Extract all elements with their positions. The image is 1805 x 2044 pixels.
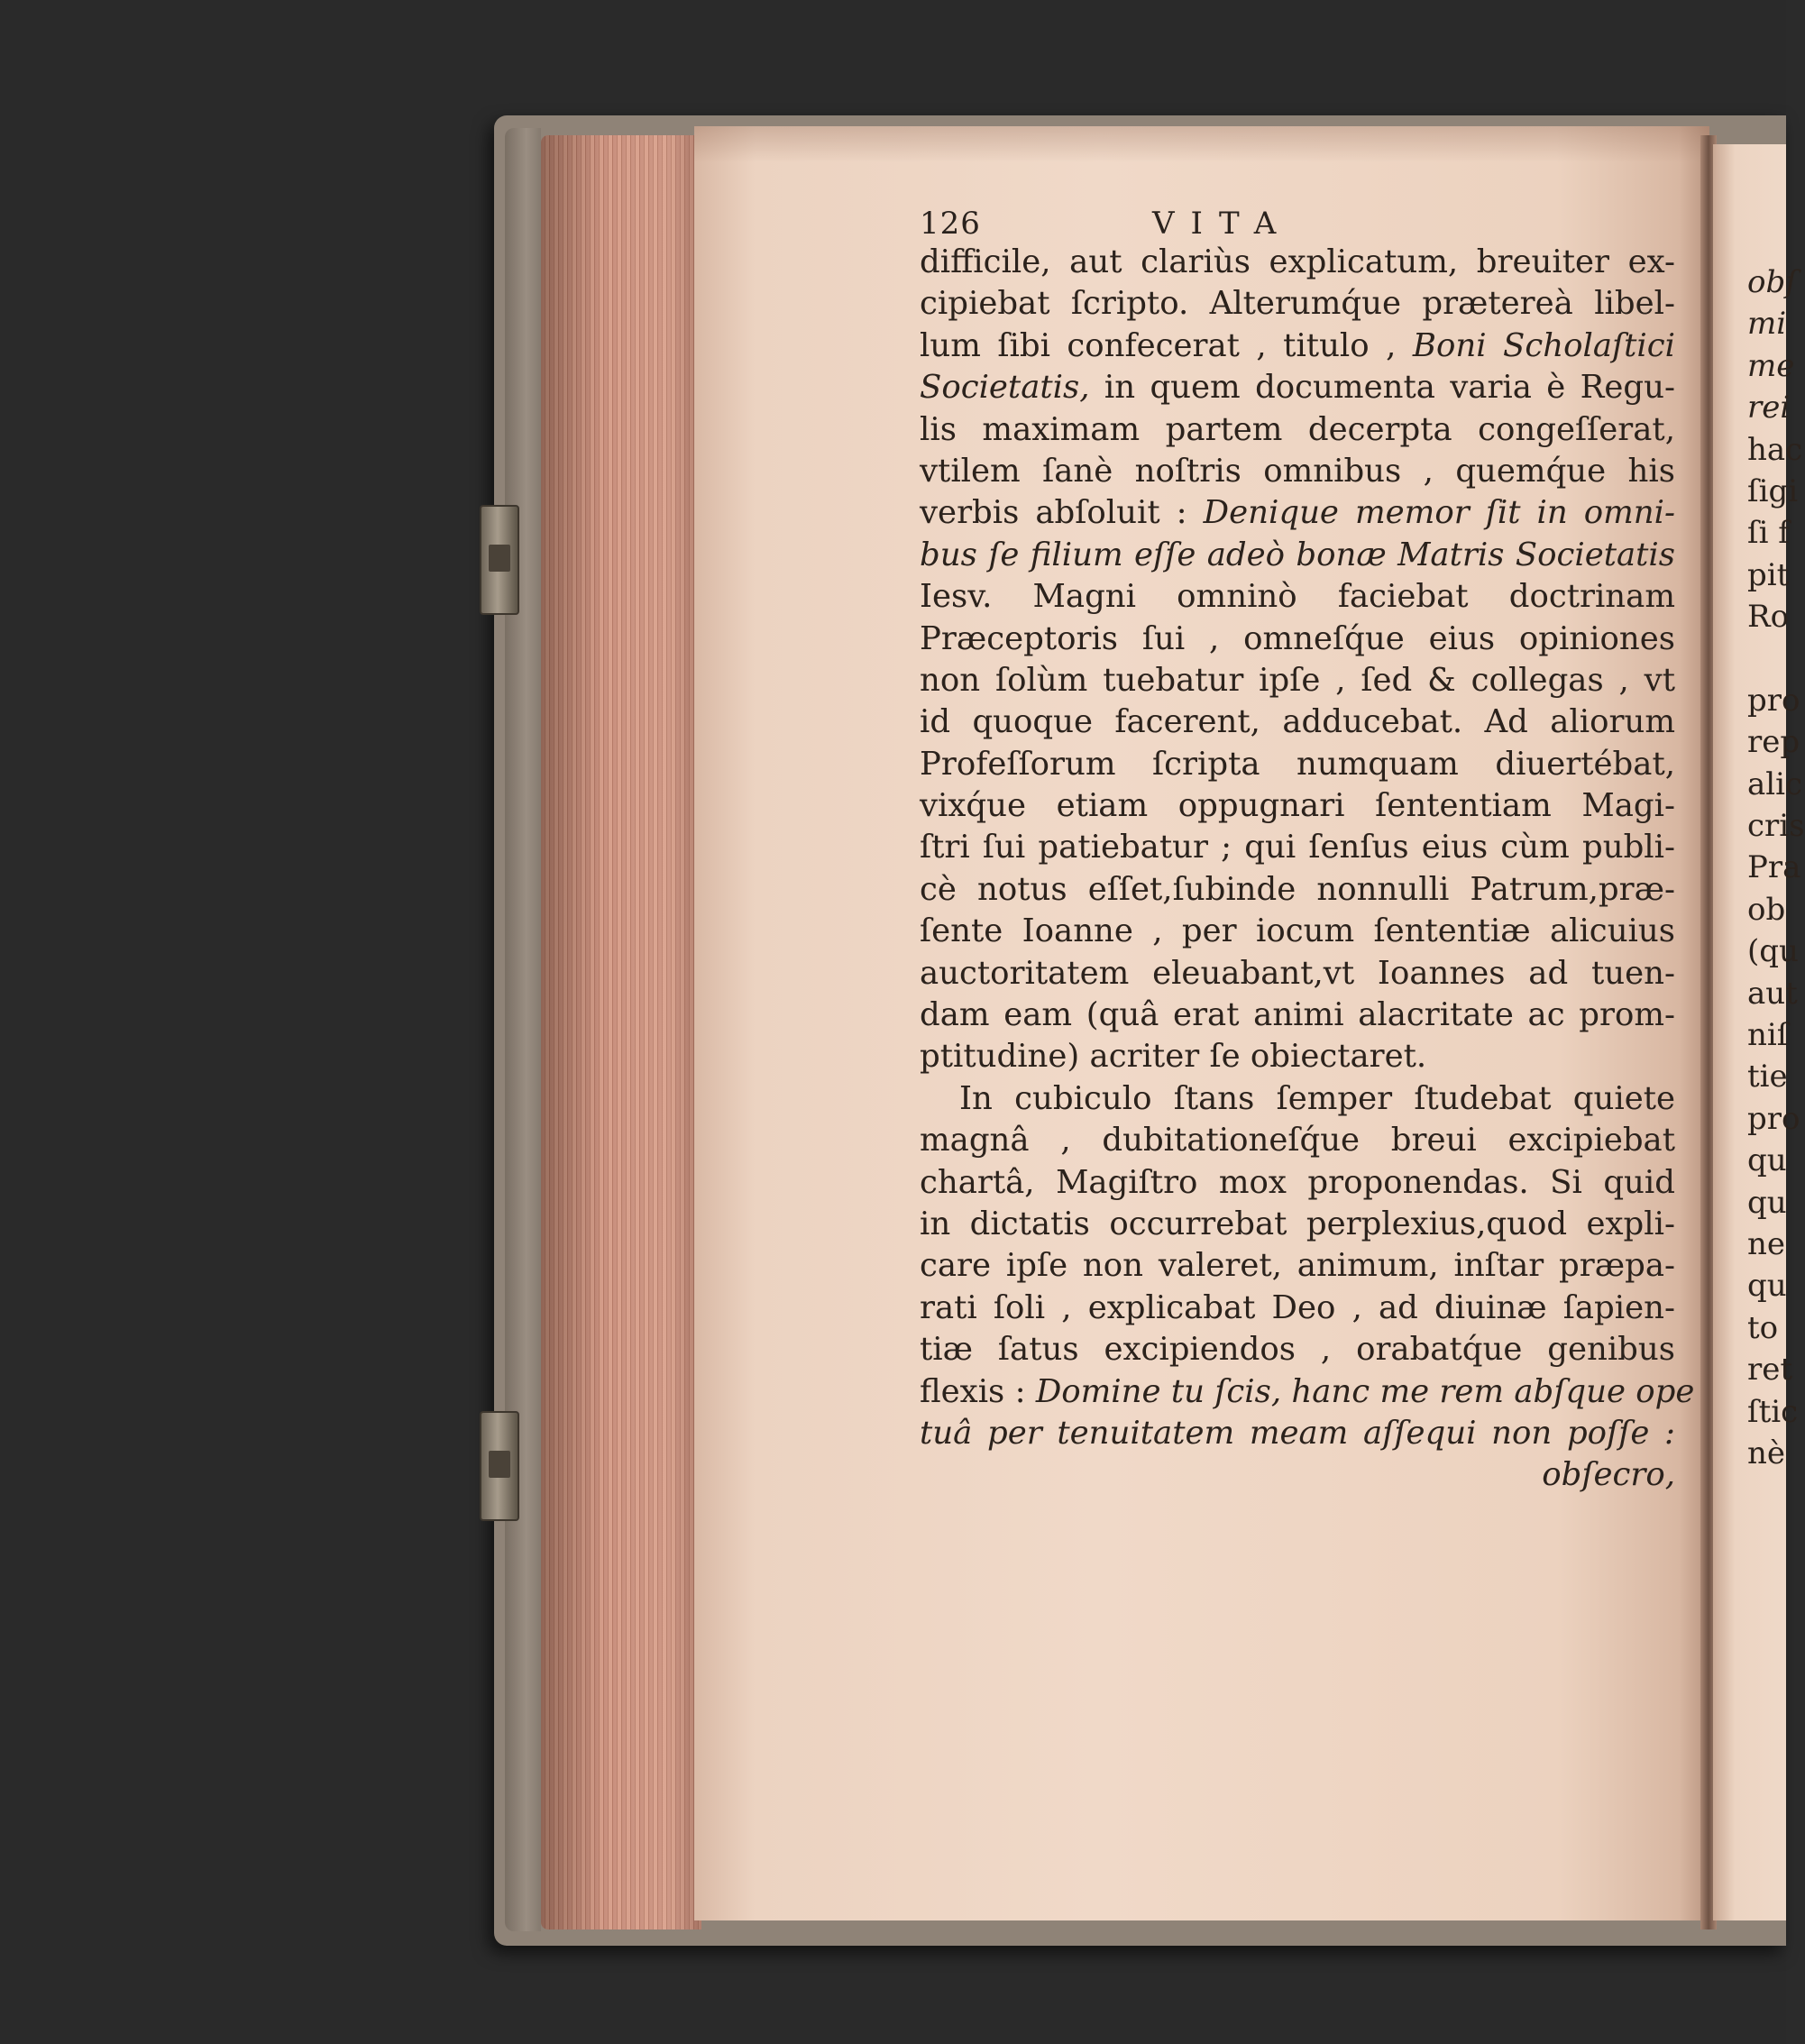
text-line: tiæ ſatus excipiendos , orabatq́ue genibus [920, 1331, 1675, 1369]
text-line: difficile, aut clariùs explicatum, breuiter ex- [920, 243, 1675, 280]
facing-line: me [1747, 347, 1795, 384]
quotation-line: bus ſe filium eſſe adeò bonæ Matris Societatis [920, 536, 1675, 573]
upper-clasp-icon [480, 505, 519, 615]
text-line: lis maximam partem decerpta congeſſerat, [920, 410, 1675, 448]
paragraph-start-line: In cubiculo ſtans ſemper ſtudebat quiete [959, 1079, 1675, 1117]
facing-line: rei [1747, 390, 1791, 426]
text-line: magnâ , dubitationeſq́ue breui excipiebat [920, 1122, 1675, 1159]
facing-line: ſi f [1747, 515, 1790, 552]
text-line: Profeſſorum ſcripta numquam diuertébat, [920, 745, 1675, 783]
facing-line: Pra [1747, 849, 1801, 886]
text-roman: flexis : [920, 1372, 1036, 1410]
facing-line: qu [1747, 1142, 1787, 1179]
text-line: Iesv. Magni omninò faciebat doctrinam [920, 578, 1675, 616]
book-title-italic: Societatis, [920, 369, 1090, 407]
text-line-mixed [920, 325, 1675, 367]
facing-line: alic [1747, 765, 1803, 802]
text-line: vtilem ſanè noſtris omnibus , quemq́ue his [920, 452, 1675, 490]
running-title: VITA [1152, 206, 1293, 242]
text-line: in dictatis occurrebat perplexius,quod expli- [920, 1205, 1675, 1242]
facing-line: ſtic [1747, 1393, 1799, 1430]
text-line: Præceptoris ſui , omneſq́ue eius opiniones [920, 619, 1675, 657]
text-line: rati ſoli , explicabat Deo , ad diuinæ ſapien- [920, 1288, 1675, 1326]
text-line: ſente Ioanne , per iocum ſententiæ alicuius [920, 912, 1675, 950]
book-spine-edge [505, 128, 541, 1931]
facing-line [1747, 638, 1786, 680]
facing-line: rep [1747, 724, 1800, 761]
text-line: cè notus eſſet,ſubinde nonnulli Patrum,præ- [920, 870, 1675, 908]
facing-line: aut [1747, 975, 1798, 1012]
book-title-italic: Boni Scholaſtici [1412, 326, 1675, 364]
facing-line: niſ [1747, 1017, 1789, 1054]
catchword: obſecro, [1542, 1456, 1675, 1494]
page-top-shadow [694, 126, 1709, 162]
facing-line: ob [1747, 891, 1786, 928]
text-roman: lum ſibi confecerat , titulo , [920, 326, 1413, 364]
text-line: auctoritatem eleuabant,vt Ioannes ad tuen- [920, 954, 1675, 992]
page-body-text [920, 242, 1695, 1497]
text-line-mixed [920, 492, 1675, 534]
text-line: care ipſe non valeret, animum, inſtar præpa- [920, 1247, 1675, 1285]
text-line-mixed [920, 367, 1675, 408]
facing-line: to [1747, 1309, 1779, 1346]
facing-line: mi [1747, 306, 1787, 343]
text-line: ſtri ſui patiebatur ; qui ſenſus eius cùm publi- [920, 829, 1675, 866]
text-line: chartâ, Magiſtro mox proponendas. Si quid [920, 1163, 1675, 1201]
facing-line: pro [1747, 682, 1800, 719]
quotation-italic: Denique memor ſit in omni- [1203, 494, 1675, 532]
facing-line: pro [1747, 1100, 1800, 1137]
facing-line: ret [1747, 1352, 1793, 1389]
fore-edge-shadow [541, 135, 701, 1929]
text-line: non ſolùm tuebatur ipſe , ſed & collegas , vt [920, 661, 1675, 699]
text-line: id quoque facerent, adducebat. Ad aliorum [920, 703, 1675, 741]
text-line-mixed [920, 1371, 1695, 1413]
facing-line: ſigi [1747, 472, 1799, 509]
facing-line: (qu [1747, 933, 1799, 970]
facing-line: qu [1747, 1184, 1787, 1221]
facing-line: ne [1747, 1225, 1786, 1262]
facing-line: obſ [1747, 264, 1797, 300]
text-line: vixq́ue etiam oppugnari ſententiam Magi- [920, 787, 1675, 825]
lower-clasp-icon [480, 1411, 519, 1521]
text-line: dam eam (quâ erat animi alacritate ac prom- [920, 996, 1675, 1034]
quotation-italic: Domine tu ſcis, hanc me rem abſque ope [1035, 1372, 1695, 1410]
facing-line: tie [1747, 1059, 1788, 1095]
facing-line: hac [1747, 431, 1803, 468]
facing-line: qu [1747, 1268, 1787, 1305]
facing-line: Ro [1747, 599, 1790, 636]
quotation-line: tuâ per tenuitatem meam aſſequi non poſſe : [920, 1414, 1675, 1452]
facing-page-text [1747, 261, 1805, 1474]
facing-line: nè [1747, 1434, 1786, 1471]
facing-line: cris [1747, 808, 1805, 845]
text-roman: in quem documenta varia è Regu- [1089, 369, 1675, 407]
paragraph-end-line: ptitudine) acriter ſe obiectaret. [920, 1038, 1427, 1076]
text-line: cipiebat ſcripto. Alterumq́ue prætereà libel- [920, 285, 1675, 323]
text-roman: verbis abſoluit : [920, 494, 1204, 532]
page-number: 126 [920, 206, 981, 242]
facing-line: pit [1747, 556, 1790, 593]
